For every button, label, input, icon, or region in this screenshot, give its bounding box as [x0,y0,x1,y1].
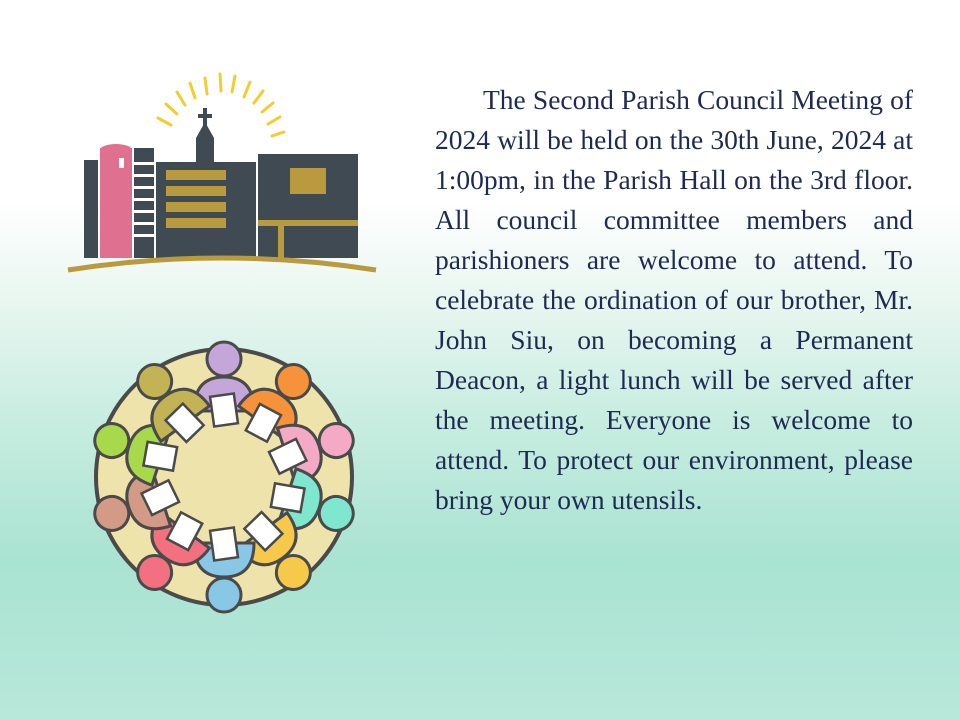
ground-arc [68,258,376,270]
meeting-announcement: The Second Parish Council Meeting of 2024 will be held on the 30th June, 2024 at 1:00pm, in the Parish Hall on the 3rd floor. All council committee members and parishioners are welcome to attend. To celebrate the ordination of our brother, Mr. John Siu, on becoming a Permanent Deacon, a light lunch will be served after the meeting. Everyone is welcome to attend. To protect our environment, please bring your own utensils. [435,84,913,515]
parish-logo [62,70,380,276]
church-cross [196,108,214,162]
sun-rays [158,74,284,136]
buildings [84,144,358,258]
meeting-table-illustration [28,272,420,682]
